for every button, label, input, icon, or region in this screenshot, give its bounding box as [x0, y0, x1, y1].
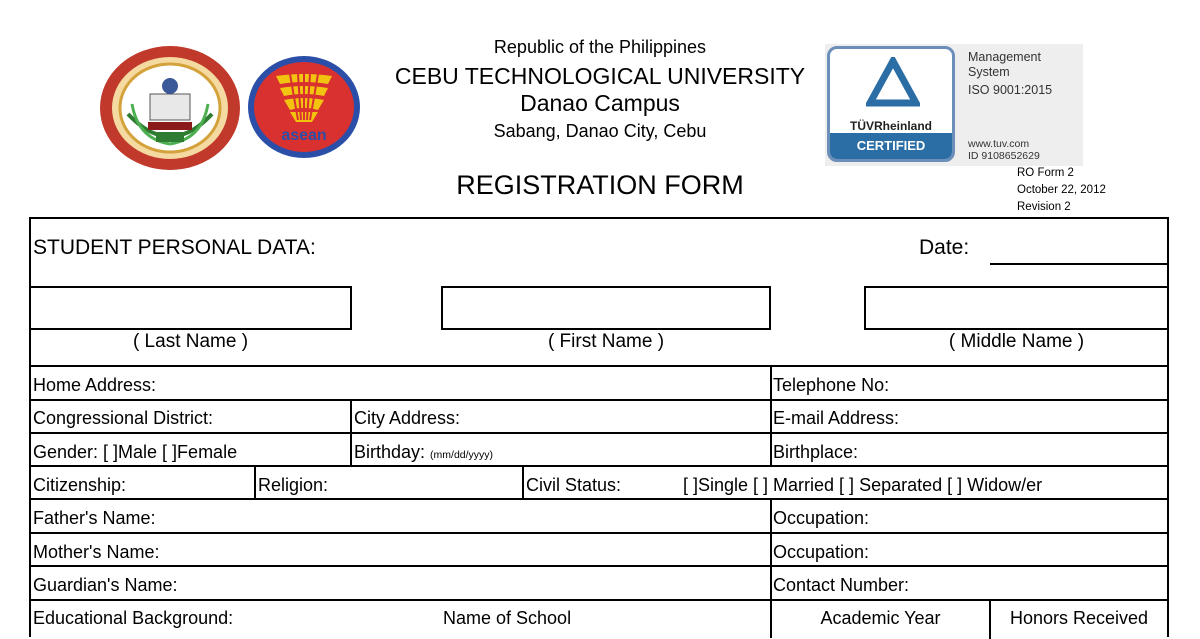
university-seal-icon: [98, 44, 242, 172]
first-name-field[interactable]: [441, 286, 771, 330]
name-of-school-header: Name of School: [443, 608, 572, 628]
row-divider: [29, 365, 1169, 367]
citizenship-field[interactable]: Citizenship:: [33, 475, 127, 495]
row-divider: [29, 465, 1169, 467]
birthplace-field[interactable]: Birthplace:: [773, 442, 859, 462]
guardian-name-field[interactable]: Guardian's Name:: [33, 575, 178, 595]
row-divider: [29, 599, 1169, 601]
mother-occupation-field[interactable]: Occupation:: [773, 542, 870, 562]
last-name-label: ( Last Name ): [132, 331, 249, 352]
page-title: REGISTRATION FORM: [456, 170, 744, 200]
honors-received-header: Honors Received: [1009, 608, 1149, 628]
civil-status-label: Civil Status:: [526, 475, 622, 495]
column-divider: [770, 365, 772, 465]
birthday-field[interactable]: [354, 442, 493, 463]
tuv-id-text: ID 9108652629: [968, 150, 1040, 162]
tuv-logo-panel: [827, 46, 955, 162]
row-divider: [29, 565, 1169, 567]
tuv-certified-label: CERTIFIED: [830, 133, 952, 159]
mother-name-field[interactable]: Mother's Name:: [33, 542, 160, 562]
contact-number-field[interactable]: Contact Number:: [773, 575, 910, 595]
birthday-format-hint: (mm/dd/yyyy): [430, 449, 494, 461]
educational-background-label: Educational Background:: [33, 608, 234, 628]
home-address-field[interactable]: Home Address:: [33, 375, 157, 395]
tuv-management-text: Management: [968, 50, 1041, 64]
telephone-field[interactable]: Telephone No:: [773, 375, 890, 395]
campus-name: Danao Campus: [520, 90, 680, 116]
revision-number: Revision 2: [1017, 201, 1071, 213]
tuv-certification-badge: [825, 44, 1083, 166]
form-number: RO Form 2: [1017, 167, 1074, 179]
birthday-label: Birthday:: [354, 442, 431, 462]
city-address-field[interactable]: City Address:: [354, 408, 461, 428]
father-name-field[interactable]: Father's Name:: [33, 508, 156, 528]
revision-date: October 22, 2012: [1017, 184, 1106, 196]
date-field[interactable]: [990, 263, 1167, 265]
campus-address: Sabang, Danao City, Cebu: [493, 121, 707, 141]
row-divider: [29, 498, 1169, 500]
middle-name-label: ( Middle Name ): [948, 331, 1085, 352]
last-name-field[interactable]: [29, 286, 352, 330]
tuv-brand-text: TÜVRheinland: [849, 119, 932, 133]
middle-name-field[interactable]: [864, 286, 1169, 330]
tuv-website-text: www.tuv.com: [968, 138, 1030, 150]
religion-field[interactable]: Religion:: [258, 475, 329, 495]
academic-year-header: Academic Year: [820, 608, 941, 628]
father-occupation-field[interactable]: Occupation:: [773, 508, 870, 528]
tuv-iso-text: ISO 9001:2015: [968, 83, 1053, 97]
row-divider: [29, 432, 1169, 434]
date-label: Date:: [919, 236, 970, 259]
first-name-label: ( First Name ): [547, 331, 665, 352]
section-title: STUDENT PERSONAL DATA:: [33, 236, 316, 259]
row-divider: [29, 532, 1169, 534]
republic-text: Republic of the Philippines: [493, 37, 707, 57]
email-field[interactable]: E-mail Address:: [773, 408, 900, 428]
gender-checkboxes[interactable]: Gender: [ ]Male [ ]Female: [33, 442, 238, 462]
university-name: CEBU TECHNOLOGICAL UNIVERSITY: [394, 63, 806, 89]
column-divider: [522, 465, 524, 498]
column-divider: [350, 399, 352, 465]
tuv-triangle-icon: [866, 57, 920, 107]
row-divider: [29, 399, 1169, 401]
tuv-system-text: System: [968, 65, 1010, 79]
asean-emblem-icon: [246, 54, 362, 160]
civil-status-checkboxes[interactable]: [ ]Single [ ] Married [ ] Separated [ ] Widow/er: [683, 475, 1043, 495]
congressional-district-field[interactable]: Congressional District:: [33, 408, 214, 428]
column-divider: [254, 465, 256, 498]
svg-text:asean: asean: [281, 127, 327, 144]
